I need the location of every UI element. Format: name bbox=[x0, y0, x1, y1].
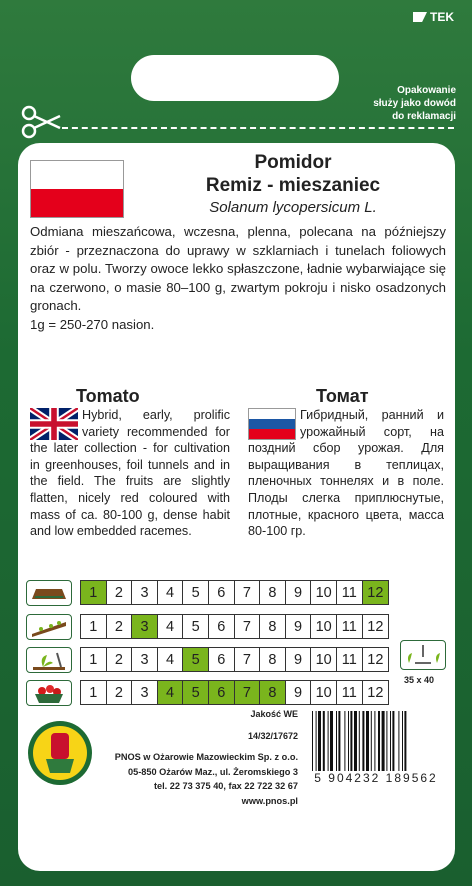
calendar-row-sowing bbox=[26, 580, 72, 606]
month-cell: 4 bbox=[158, 648, 184, 671]
month-cell: 6 bbox=[209, 648, 235, 671]
calendar-months-harvest bbox=[80, 680, 389, 705]
description-pl bbox=[30, 223, 446, 334]
complaint-line: Opakowanie bbox=[397, 85, 456, 96]
month-cell: 3 bbox=[132, 681, 158, 704]
month-cell: 2 bbox=[107, 681, 133, 704]
lot-code: 14/32/17672 bbox=[247, 731, 298, 741]
calendar-row-seedlings bbox=[26, 614, 72, 640]
month-cell: 1 bbox=[81, 581, 107, 604]
calendar-row-planting bbox=[26, 647, 72, 673]
month-cell: 2 bbox=[107, 648, 133, 671]
month-cell: 4 bbox=[158, 615, 184, 638]
month-cell: 9 bbox=[286, 581, 312, 604]
description-en bbox=[30, 407, 230, 540]
month-cell: 1 bbox=[81, 648, 107, 671]
month-cell: 11 bbox=[337, 581, 363, 604]
month-cell: 4 bbox=[158, 581, 184, 604]
month-cell: 6 bbox=[209, 615, 235, 638]
description-ru-text: Гибридный, ранний и урожайный сорт, на поздний сбор урожая. Для выращивания в теплицах, пленочных тоннелях и в поле. Плоды слегка приплюснутые, плотные, красного цвета, масса 80-100 гр. bbox=[248, 408, 444, 539]
month-cell: 7 bbox=[235, 615, 261, 638]
month-cell: 3 bbox=[132, 615, 158, 638]
seed-count: 1g = 250-270 nasion. bbox=[30, 316, 155, 332]
company-line: tel. 22 73 375 40, fax 22 722 32 67 bbox=[153, 781, 298, 791]
month-cell: 6 bbox=[209, 581, 235, 604]
month-cell: 7 bbox=[235, 681, 261, 704]
month-cell: 11 bbox=[337, 648, 363, 671]
month-cell: 7 bbox=[235, 581, 261, 604]
calendar-months-sowing bbox=[80, 580, 389, 605]
month-cell: 11 bbox=[337, 615, 363, 638]
description-ru bbox=[248, 407, 444, 540]
month-cell: 10 bbox=[311, 581, 337, 604]
month-cell: 7 bbox=[235, 648, 261, 671]
poland-flag-icon bbox=[30, 160, 124, 218]
calendar-months-seedlings bbox=[80, 614, 389, 639]
description-pl-text: Odmiana mieszańcowa, wczesna, plenna, polecana na późniejszy zbiór - przeznaczona do uprawy w szklarniach i tunelach foliowych oraz w polu. Tworzy owoce lekko spłaszczone, ładnie wybarwiające się na czerwono, o masie 80–100 g, zwartym pokroju i nisko osadzonych gronach. bbox=[30, 224, 446, 313]
cut-line bbox=[62, 127, 454, 129]
company-website: www.pnos.pl bbox=[241, 795, 298, 806]
month-cell: 12 bbox=[367, 618, 384, 635]
barcode bbox=[308, 709, 444, 775]
pnos-logo bbox=[26, 719, 94, 787]
company-line: PNOS w Ożarowie Mazowieckim Sp. z o.o. bbox=[114, 752, 298, 762]
display-window bbox=[131, 55, 339, 101]
month-cell: 12 bbox=[363, 581, 389, 604]
month-cell: 6 bbox=[209, 681, 235, 704]
month-cell: 12 bbox=[367, 684, 384, 701]
seed-tray-icon bbox=[26, 580, 72, 606]
brand-text: TEK bbox=[430, 10, 454, 24]
month-cell: 4 bbox=[158, 681, 184, 704]
month-cell: 8 bbox=[260, 681, 286, 704]
month-cell: 1 bbox=[81, 615, 107, 638]
month-cell: 12 bbox=[367, 651, 384, 668]
company-line: 05-850 Ożarów Maz., ul. Żeromskiego 3 bbox=[127, 766, 298, 777]
variety-name: Remiz - mieszaniec bbox=[205, 175, 381, 196]
month-cell: 10 bbox=[311, 615, 337, 638]
russian-title: Томат bbox=[316, 386, 369, 406]
month-cell: 10 bbox=[311, 648, 337, 671]
month-cell: 1 bbox=[81, 681, 107, 704]
month-cell: 5 bbox=[183, 615, 209, 638]
calendar-row-harvest bbox=[26, 680, 72, 706]
month-cell: 2 bbox=[107, 615, 133, 638]
spacing-label: 35 x 40 bbox=[404, 675, 435, 685]
plant-spacing-icon bbox=[400, 640, 446, 670]
scissors-icon bbox=[20, 104, 62, 140]
complaint-note bbox=[373, 84, 456, 123]
month-cell: 8 bbox=[260, 581, 286, 604]
month-cell: 9 bbox=[286, 681, 312, 704]
month-cell: 3 bbox=[132, 581, 158, 604]
complaint-line: do reklamacji bbox=[392, 111, 456, 122]
month-cell: 5 bbox=[183, 681, 209, 704]
month-cell: 2 bbox=[107, 581, 133, 604]
month-cell: 9 bbox=[286, 648, 312, 671]
company-info bbox=[90, 750, 298, 808]
ean-number: 5 904232 189562 bbox=[314, 771, 438, 785]
brand-logo bbox=[413, 10, 454, 24]
month-cell: 5 bbox=[183, 648, 209, 671]
month-cell: 10 bbox=[311, 681, 337, 704]
description-en-text: Hybrid, early, prolific variety recommended for the later collection - for cultivation in greenhouses, foil tunnels and in the field. The fruits are slightly flatten, nicely red coloured with mass of ca. 80-100 g, dense habit and low embedded racemes. bbox=[30, 408, 230, 539]
complaint-line: służy jako dowód bbox=[373, 98, 456, 109]
month-cell: 11 bbox=[337, 681, 363, 704]
info-card bbox=[18, 143, 455, 871]
harvest-basket-icon bbox=[26, 680, 72, 706]
latin-name: Solanum lycopersicum L. bbox=[209, 199, 377, 216]
tek-triangle-icon bbox=[413, 12, 427, 22]
month-cell: 9 bbox=[286, 615, 312, 638]
english-title: Tomato bbox=[76, 386, 140, 406]
product-name: Pomidor bbox=[254, 152, 332, 173]
month-cell: 3 bbox=[132, 648, 158, 671]
planting-icon bbox=[26, 647, 72, 673]
month-cell: 8 bbox=[260, 615, 286, 638]
month-cell: 8 bbox=[260, 648, 286, 671]
calendar-months-planting bbox=[80, 647, 389, 672]
seedling-tray-icon bbox=[26, 614, 72, 640]
month-cell: 5 bbox=[183, 581, 209, 604]
quality-class: Jakość WE bbox=[250, 709, 298, 719]
